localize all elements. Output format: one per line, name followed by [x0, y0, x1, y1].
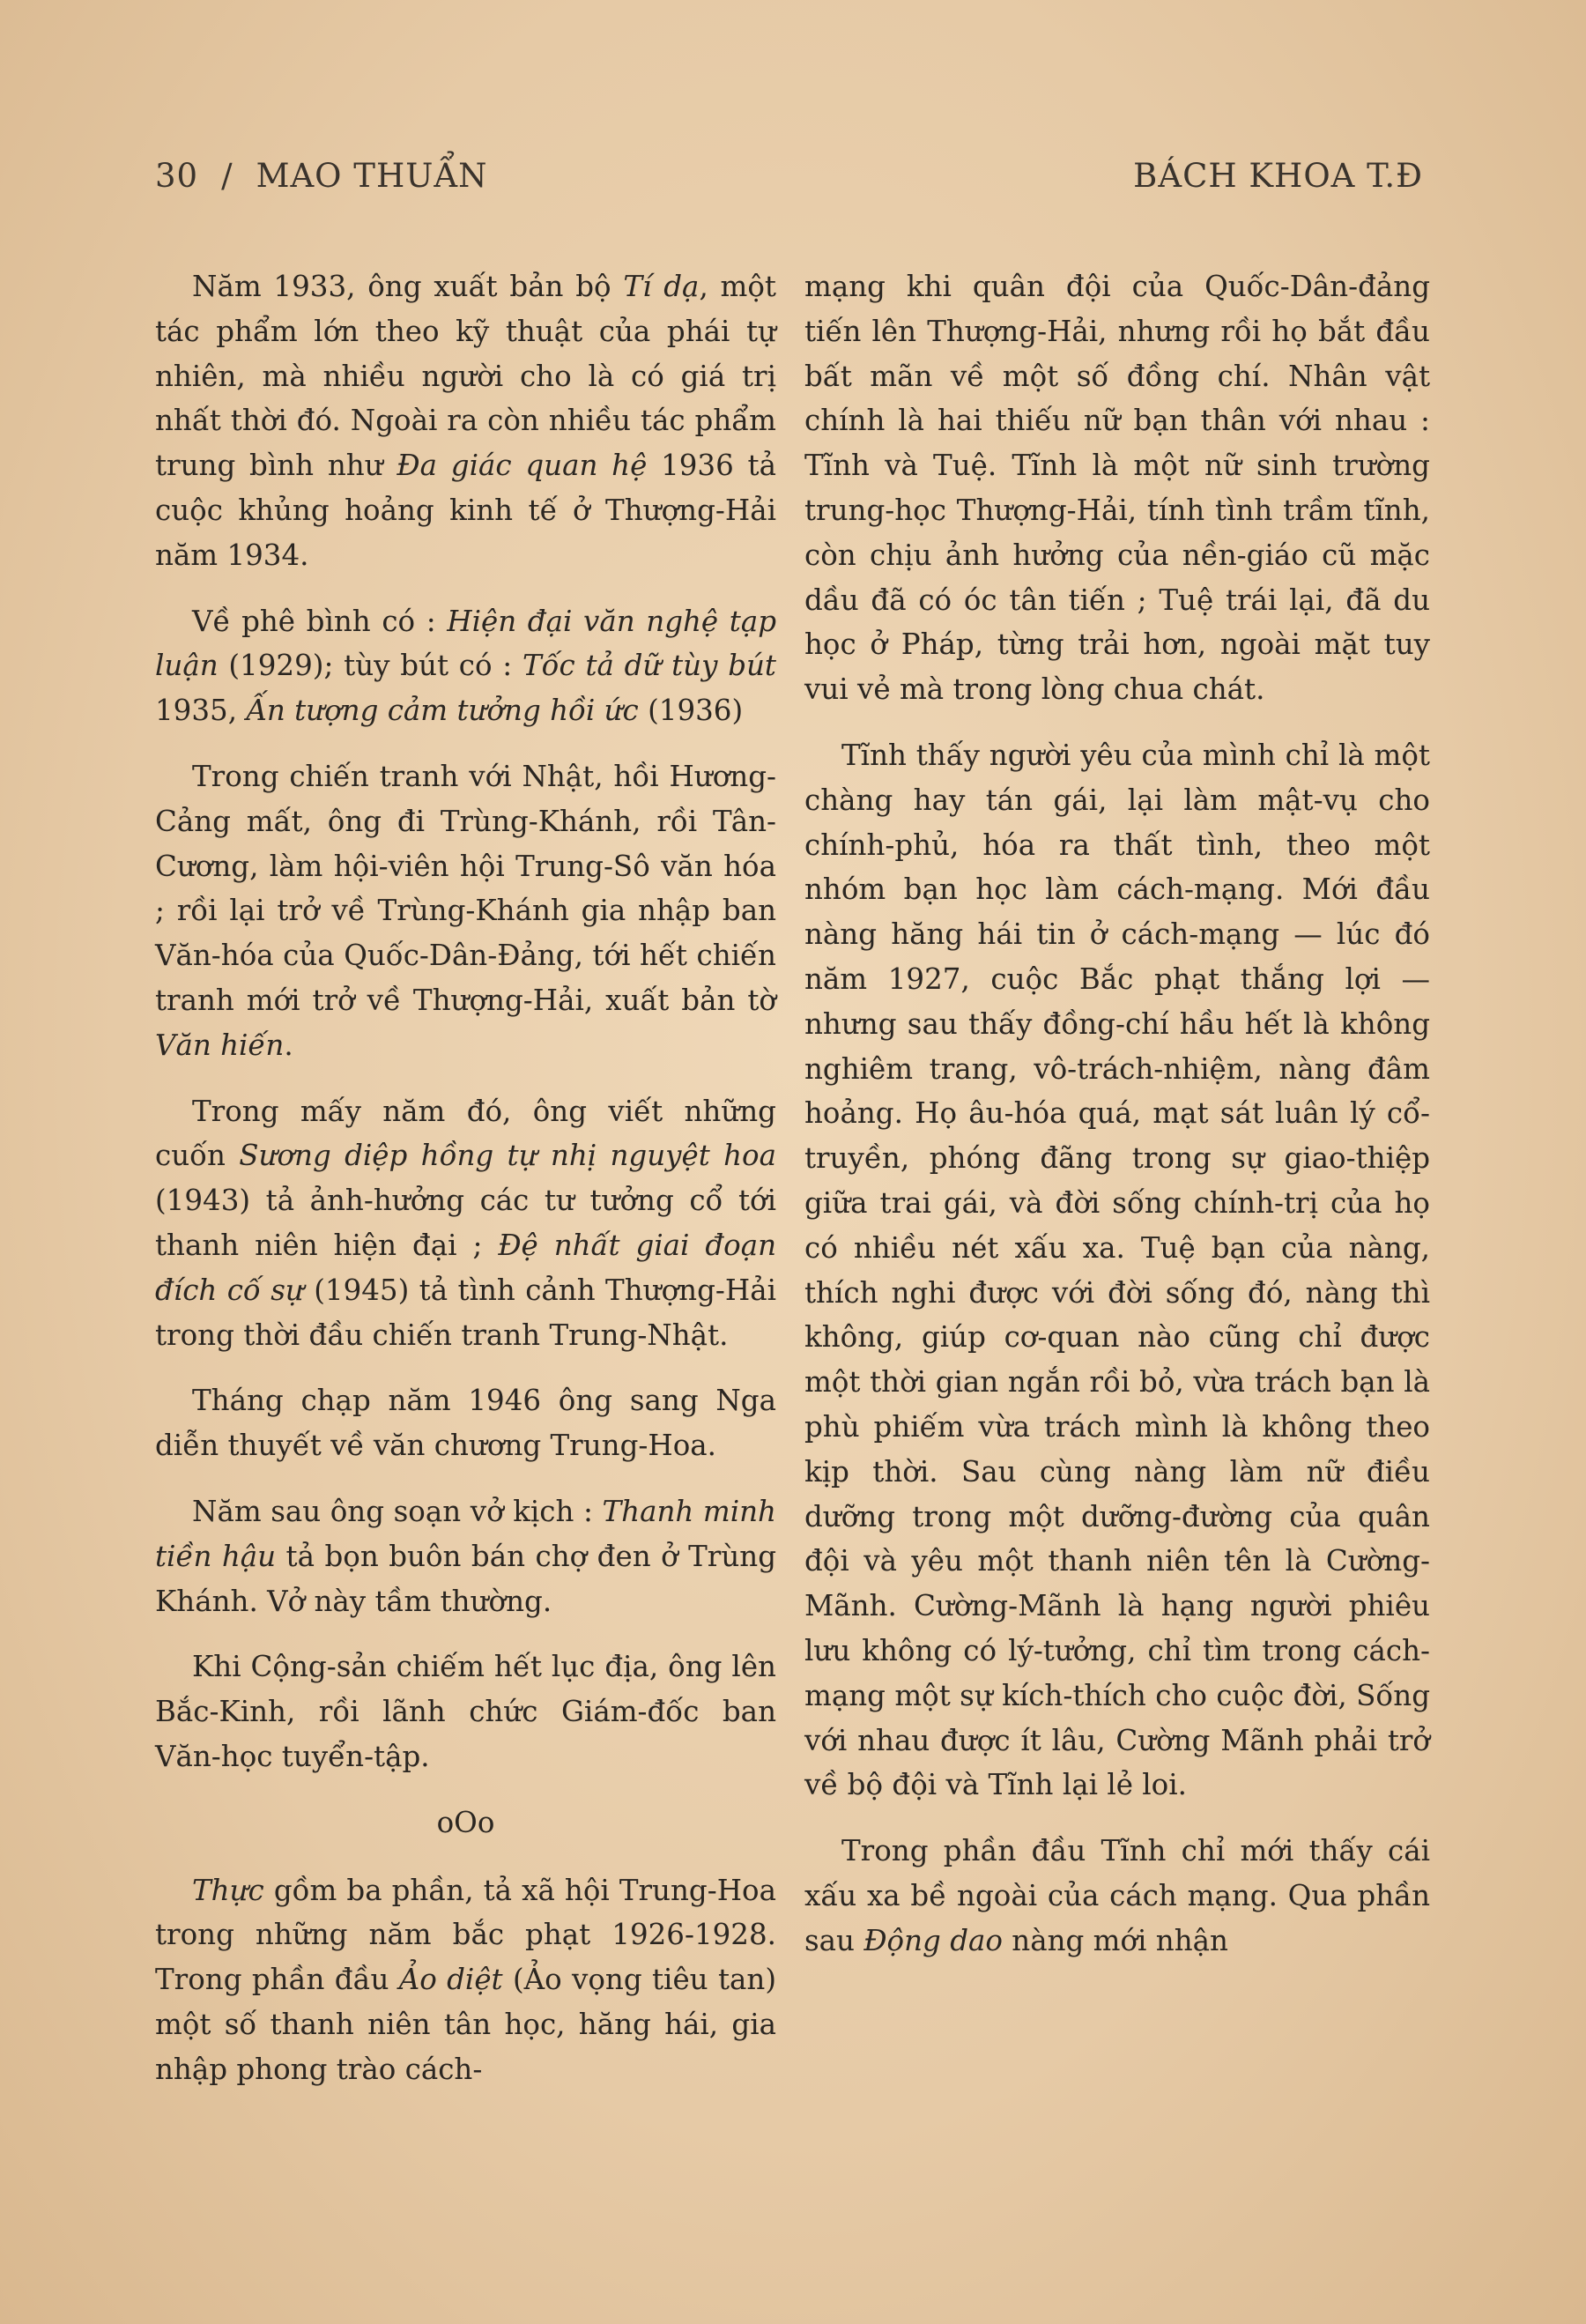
header-left [155, 157, 488, 195]
text-run: Năm 1933, ông xuất bản bộ [192, 270, 624, 303]
header-publication: BÁCH KHOA T.Đ [1133, 157, 1423, 195]
work-title: Ảo diệt [398, 1963, 503, 1997]
work-title: Văn hiến [155, 1028, 285, 1062]
paragraph [155, 754, 776, 1068]
paragraph [155, 264, 776, 578]
paragraph: mạng khi quân đội của Quốc-Dân-đảng tiến lên Thượng-Hải, nhưng rồi họ bắt đầu bất mãn về một số đồng chí. Nhân vật chính là hai thiếu nữ bạn thân với nhau : Tĩnh và Tuệ. Tĩnh là một nữ sinh trường trung-học Thượng-Hải, tính tình trầm tĩnh, còn chịu ảnh hưởng của nền-giáo cũ mặc dầu đã có óc tân tiến ; Tuệ trái lại, đã du học ở Pháp, từng trải hơn, ngoài mặt tuy vui vẻ mà trong lòng chua chát. [804, 270, 1430, 707]
paragraph [804, 1829, 1430, 1963]
header-separator: / [221, 157, 233, 195]
text-run: . [284, 1028, 293, 1062]
text-run: tả bọn buôn bán chợ đen ở Trùng Khánh. Vở này tầm thường. [155, 1539, 776, 1618]
text-run: , một tác phẩm lớn theo kỹ thuật của phái tự nhiên, mà nhiều người cho là có giá trị nhất thời đó. Ngoài ra còn nhiều tác phẩm trung bình như [155, 270, 776, 483]
text-run: (1936) [638, 694, 744, 728]
text-run: Về phê bình có : [192, 604, 448, 638]
work-title: Thanh minh tiền hậu [155, 1494, 776, 1573]
paragraph: Tĩnh thấy người yêu của mình chỉ là một chàng hay tán gái, lại làm mật-vụ cho chính-phủ, hóa ra thất tình, theo một nhóm bạn học làm cách-mạng. Mới đầu nàng hăng hái tin ở cách-mạng — lúc đó năm 1927, cuộc Bắc phạt thắng lợi — nhưng sau thấy đồng-chí hầu hết là không nghiêm trang, vô-trách-nhiệm, nàng đâm hoảng. Họ âu-hóa quá, mạt sát luân lý cổ-truyền, phóng đãng trong sự giao-thiệp giữa trai gái, và đời sống chính-trị của họ có nhiều nét xấu xa. Tuệ bạn của nàng, thích nghi được với đời sống đó, nàng thì không, giúp cơ-quan nào cũng chỉ được một thời gian ngắn rồi bỏ, vừa trách bạn là phù phiếm vừa trách mình là không theo kịp thời. Sau cùng nàng làm nữ điều dưỡng trong một dưỡng-đường của quân đội và yêu một thanh niên tên là Cường-Mãnh. Cường-Mãnh là hạng người phiêu lưu không có lý-tưởng, chỉ tìm trong cách-mạng một sự kích-thích cho cuộc đời, Sống với nhau được ít lâu, Cường Mãnh phải trở về bộ đội và Tĩnh lại lẻ loi. [804, 738, 1430, 1802]
paragraph [155, 1489, 776, 1623]
paragraph [155, 1868, 776, 2092]
text-run: Trong chiến tranh với Nhật, hồi Hương-Cảng mất, ông đi Trùng-Khánh, rồi Tân-Cương, làm hội-viên hội Trung-Sô văn hóa ; rồi lại trở về Trùng-Khánh gia nhập ban Văn-hóa của Quốc-Dân-Đảng, tới hết chiến tranh mới trở về Thượng-Hải, xuất bản tờ [155, 759, 776, 1017]
work-title: Hiện đại văn nghệ tạp luận [155, 604, 777, 683]
paragraph [155, 1089, 776, 1358]
text-run: (1943) tả ảnh-hưởng các tư tưởng cổ tới thanh niên hiện đại ; [155, 1184, 776, 1262]
text-run: (1945) tả tình cảnh Thượng-Hải trong thời đầu chiến tranh Trung-Nhật. [155, 1273, 776, 1352]
running-header [155, 157, 1423, 210]
text-run: 1936 tả cuộc khủng hoảng kinh tế ở Thượng-Hải năm 1934. [155, 449, 776, 572]
text-run: Trong mấy năm đó, ông viết những cuốn [155, 1094, 776, 1173]
work-title: Đệ nhất giai đoạn đích cố sự [155, 1228, 777, 1307]
right-column [804, 264, 1430, 1984]
work-title: Tốc tả dữ tùy bút [522, 649, 776, 683]
paragraph: Tháng chạp năm 1946 ông sang Nga diễn thuyết về văn chương Trung-Hoa. [155, 1384, 776, 1463]
paragraph [155, 599, 776, 733]
work-title: Ấn tượng cảm tưởng hồi ức [246, 694, 639, 728]
work-title: Động dao [863, 1923, 1003, 1957]
work-title: Sương diệp hồng tự nhị nguyệt hoa [239, 1139, 776, 1173]
work-title: Thực [192, 1873, 264, 1907]
text-run: nàng mới nhận [1002, 1923, 1228, 1957]
text-run: (1929); tùy bút có : [218, 649, 522, 683]
page-number: 30 [155, 157, 199, 195]
paragraph: Khi Cộng-sản chiếm hết lục địa, ông lên Bắc-Kinh, rồi lãnh chức Giám-đốc ban Văn-học tuyển-tập. [155, 1650, 776, 1773]
left-column [155, 264, 776, 2112]
header-author: MAO THUẨN [256, 157, 488, 195]
section-divider: oOo [436, 1805, 495, 1839]
text-run: Trong phần đầu Tĩnh chỉ mới thấy cái xấu xa bề ngoài của cách mạng. Qua phần sau [804, 1834, 1430, 1957]
text-run: Năm sau ông soạn vở kịch : [192, 1494, 603, 1528]
text-run: 1935, [155, 694, 247, 728]
text-run: (Ảo vọng tiêu tan) một số thanh niên tân học, hăng hái, gia nhập phong trào cách- [155, 1963, 776, 2086]
work-title: Đa giác quan hệ [396, 449, 648, 483]
text-run: gồm ba phần, tả xã hội Trung-Hoa trong những năm bắc phạt 1926-1928. Trong phần đầu [155, 1873, 776, 1997]
work-title: Tí dạ [623, 270, 700, 303]
